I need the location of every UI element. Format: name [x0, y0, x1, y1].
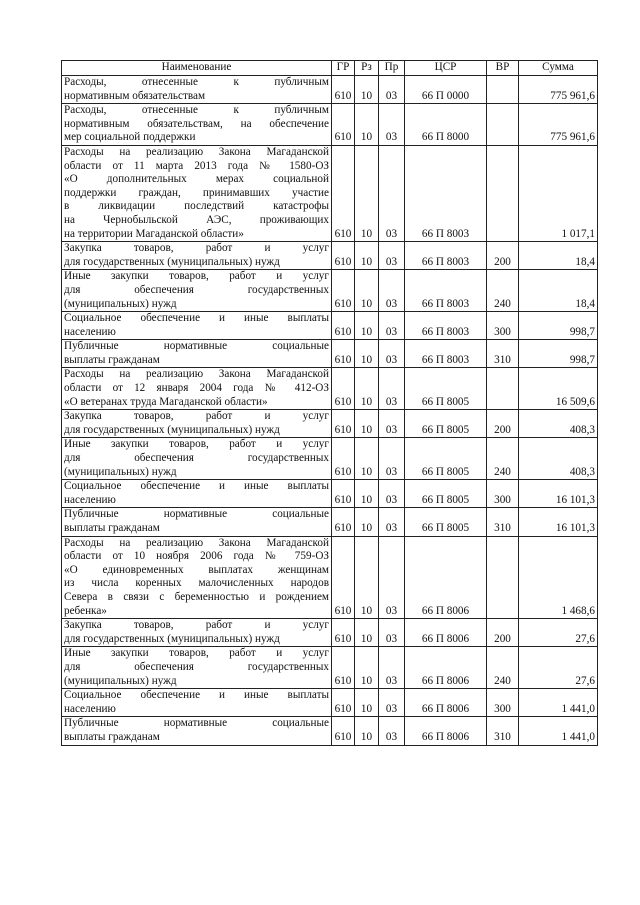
name-line: населению	[64, 493, 116, 506]
cell-rz: 10	[355, 536, 379, 619]
header-gr: ГР	[332, 61, 355, 76]
cell-rz: 10	[355, 145, 379, 241]
cell-pr: 03	[379, 76, 405, 104]
name-line: выплаты гражданам	[64, 522, 160, 534]
name-line: на территории Магаданской области»	[64, 227, 244, 240]
name-line: Севера в связи с беременностью и рождением	[64, 590, 329, 603]
cell-name	[62, 438, 332, 480]
cell-rz: 10	[355, 410, 379, 438]
cell-name	[62, 340, 332, 368]
table-row	[62, 312, 598, 340]
budget-table	[61, 60, 598, 746]
name-line: Публичные нормативные социальные	[64, 340, 329, 353]
cell-gr: 610	[332, 647, 355, 689]
name-line: Расходы на реализацию Закона Магаданской	[64, 536, 329, 549]
cell-pr: 03	[379, 438, 405, 480]
name-line: выплаты гражданам	[64, 730, 160, 743]
cell-sum: 1 468,6	[519, 536, 598, 619]
name-line: (муниципальных) нужд	[64, 297, 177, 310]
name-line: ребенка»	[64, 604, 107, 617]
cell-csr: 66 П 8006	[405, 689, 487, 717]
name-line: населению	[64, 702, 116, 715]
cell-vr: 310	[487, 340, 519, 368]
cell-csr: 66 П 0000	[405, 76, 487, 104]
cell-csr: 66 П 8003	[405, 145, 487, 241]
table-row	[62, 536, 598, 619]
cell-rz: 10	[355, 619, 379, 647]
name-line: нормативным обязательствам	[64, 89, 206, 102]
header-rz: Рз	[355, 61, 379, 76]
cell-name	[62, 508, 332, 536]
cell-csr: 66 П 8003	[405, 312, 487, 340]
cell-vr: 300	[487, 689, 519, 717]
cell-pr: 03	[379, 410, 405, 438]
cell-gr: 610	[332, 104, 355, 146]
name-line: Закупка товаров, работ и услуг	[64, 410, 329, 423]
table-row	[62, 647, 598, 689]
cell-name	[62, 145, 332, 241]
cell-csr: 66 П 8005	[405, 410, 487, 438]
cell-gr: 610	[332, 508, 355, 536]
cell-name	[62, 647, 332, 689]
table-row	[62, 717, 598, 745]
name-line: Социальное обеспечение и иные выплаты	[64, 480, 329, 493]
table-row	[62, 270, 598, 312]
cell-gr: 610	[332, 689, 355, 717]
name-line: Иные закупки товаров, работ и услуг	[64, 438, 329, 451]
cell-pr: 03	[379, 536, 405, 619]
cell-pr: 03	[379, 340, 405, 368]
name-line: для государственных (муниципальных) нужд	[64, 255, 280, 268]
table-row	[62, 76, 598, 104]
cell-rz: 10	[355, 340, 379, 368]
cell-rz: 10	[355, 270, 379, 312]
name-line: населению	[64, 325, 116, 338]
cell-name	[62, 368, 332, 410]
name-line: «О дополнительных мерах социальной	[64, 173, 329, 186]
name-line: Закупка товаров, работ и услуг	[64, 619, 329, 632]
cell-csr: 66 П 8005	[405, 438, 487, 480]
name-line: (муниципальных) нужд	[64, 465, 177, 478]
cell-pr: 03	[379, 104, 405, 146]
cell-vr: 200	[487, 619, 519, 647]
cell-csr: 66 П 8000	[405, 104, 487, 146]
cell-name	[62, 76, 332, 104]
cell-rz: 10	[355, 104, 379, 146]
cell-name	[62, 242, 332, 270]
cell-gr: 610	[332, 536, 355, 619]
cell-sum: 775 961,6	[519, 76, 598, 104]
cell-sum: 16 101,3	[519, 480, 598, 508]
cell-vr: 200	[487, 410, 519, 438]
name-line: Расходы на реализацию Закона Магаданской	[64, 368, 329, 381]
cell-csr: 66 П 8005	[405, 508, 487, 536]
cell-sum: 27,6	[519, 619, 598, 647]
cell-gr: 610	[332, 340, 355, 368]
cell-gr: 610	[332, 717, 355, 745]
name-line: на Чернобыльской АЭС, проживающих	[64, 213, 329, 226]
name-line: нормативным обязательствам, на обеспечение	[64, 117, 329, 130]
name-line: для государственных (муниципальных) нужд	[64, 423, 280, 436]
cell-vr	[487, 368, 519, 410]
cell-pr: 03	[379, 717, 405, 745]
cell-sum: 18,4	[519, 242, 598, 270]
cell-vr: 300	[487, 312, 519, 340]
cell-pr: 03	[379, 270, 405, 312]
cell-rz: 10	[355, 438, 379, 480]
cell-pr: 03	[379, 312, 405, 340]
cell-rz: 10	[355, 368, 379, 410]
cell-sum: 16 101,3	[519, 508, 598, 536]
table-row	[62, 145, 598, 241]
name-line: выплаты гражданам	[64, 353, 160, 366]
cell-vr	[487, 76, 519, 104]
cell-vr: 310	[487, 508, 519, 536]
cell-vr: 240	[487, 647, 519, 689]
name-line: для обеспечения государственных	[64, 452, 329, 465]
name-line: области от 10 ноября 2006 года № 759-ОЗ	[64, 550, 329, 563]
name-line: Публичные нормативные социальные	[64, 508, 329, 521]
cell-csr: 66 П 8006	[405, 619, 487, 647]
cell-name	[62, 717, 332, 745]
table-row	[62, 480, 598, 508]
cell-sum: 998,7	[519, 340, 598, 368]
cell-csr: 66 П 8006	[405, 647, 487, 689]
table-row	[62, 368, 598, 410]
name-line: Социальное обеспечение и иные выплаты	[64, 689, 329, 702]
table-row	[62, 242, 598, 270]
cell-vr	[487, 104, 519, 146]
name-line: для обеспечения государственных	[64, 660, 329, 673]
cell-sum: 18,4	[519, 270, 598, 312]
cell-sum: 27,6	[519, 647, 598, 689]
cell-gr: 610	[332, 242, 355, 270]
cell-gr: 610	[332, 312, 355, 340]
cell-pr: 03	[379, 619, 405, 647]
cell-pr: 03	[379, 480, 405, 508]
name-line: «О ветеранах труда Магаданской области»	[64, 395, 268, 408]
cell-csr: 66 П 8003	[405, 270, 487, 312]
name-line: области от 11 марта 2013 года № 1580-ОЗ	[64, 159, 329, 172]
cell-name	[62, 312, 332, 340]
cell-name	[62, 480, 332, 508]
cell-vr: 240	[487, 270, 519, 312]
name-line: для государственных (муниципальных) нужд	[64, 632, 280, 645]
header-vr: ВР	[487, 61, 519, 76]
cell-csr: 66 П 8006	[405, 717, 487, 745]
cell-name	[62, 104, 332, 146]
name-line: Публичные нормативные социальные	[64, 717, 329, 730]
cell-rz: 10	[355, 76, 379, 104]
table-row	[62, 508, 598, 536]
table-row	[62, 104, 598, 146]
name-line: из числа коренных малочисленных народов	[64, 577, 329, 590]
name-line: области от 12 января 2004 года № 412-ОЗ	[64, 382, 329, 395]
cell-pr: 03	[379, 647, 405, 689]
cell-csr: 66 П 8005	[405, 480, 487, 508]
cell-gr: 610	[332, 368, 355, 410]
cell-pr: 03	[379, 368, 405, 410]
cell-csr: 66 П 8005	[405, 368, 487, 410]
name-line: (муниципальных) нужд	[64, 674, 177, 687]
cell-vr	[487, 145, 519, 241]
cell-sum: 16 509,6	[519, 368, 598, 410]
name-line: Расходы, отнесенные к публичным	[64, 76, 329, 88]
cell-sum: 775 961,6	[519, 104, 598, 146]
name-line: поддержки граждан, принимавших участие	[64, 186, 329, 199]
cell-rz: 10	[355, 242, 379, 270]
cell-sum: 1 441,0	[519, 717, 598, 745]
name-line: Расходы на реализацию Закона Магаданской	[64, 145, 329, 158]
cell-csr: 66 П 8003	[405, 242, 487, 270]
cell-gr: 610	[332, 270, 355, 312]
cell-sum: 408,3	[519, 438, 598, 480]
cell-rz: 10	[355, 480, 379, 508]
cell-vr: 300	[487, 480, 519, 508]
cell-name	[62, 536, 332, 619]
cell-rz: 10	[355, 647, 379, 689]
table-row	[62, 410, 598, 438]
cell-pr: 03	[379, 242, 405, 270]
name-line: мер социальной поддержки	[64, 131, 196, 144]
cell-gr: 610	[332, 145, 355, 241]
cell-vr: 310	[487, 717, 519, 745]
cell-name	[62, 619, 332, 647]
cell-gr: 610	[332, 619, 355, 647]
table-row	[62, 340, 598, 368]
header-csr: ЦСР	[405, 61, 487, 76]
cell-sum: 1 441,0	[519, 689, 598, 717]
table-row	[62, 438, 598, 480]
cell-gr: 610	[332, 410, 355, 438]
cell-gr: 610	[332, 76, 355, 104]
table-body	[62, 76, 598, 746]
name-line: Иные закупки товаров, работ и услуг	[64, 270, 329, 283]
cell-sum: 998,7	[519, 312, 598, 340]
header-sum: Сумма	[519, 61, 598, 76]
header-pr: Пр	[379, 61, 405, 76]
cell-vr	[487, 536, 519, 619]
cell-pr: 03	[379, 689, 405, 717]
header-name: Наименование	[62, 61, 332, 76]
cell-name	[62, 410, 332, 438]
cell-rz: 10	[355, 689, 379, 717]
name-line: в ликвидации последствий катастрофы	[64, 200, 329, 213]
cell-rz: 10	[355, 508, 379, 536]
cell-rz: 10	[355, 312, 379, 340]
cell-name	[62, 689, 332, 717]
name-line: Расходы, отнесенные к публичным	[64, 104, 329, 117]
cell-csr: 66 П 8006	[405, 536, 487, 619]
cell-vr: 200	[487, 242, 519, 270]
name-line: Социальное обеспечение и иные выплаты	[64, 312, 329, 325]
cell-csr: 66 П 8003	[405, 340, 487, 368]
table-row	[62, 619, 598, 647]
cell-vr: 240	[487, 438, 519, 480]
name-line: Закупка товаров, работ и услуг	[64, 242, 329, 255]
cell-gr: 610	[332, 438, 355, 480]
name-line: «О единовременных выплатах женщинам	[64, 563, 329, 576]
cell-rz: 10	[355, 717, 379, 745]
table-row	[62, 689, 598, 717]
cell-sum: 408,3	[519, 410, 598, 438]
cell-sum: 1 017,1	[519, 145, 598, 241]
name-line: для обеспечения государственных	[64, 283, 329, 296]
cell-name	[62, 270, 332, 312]
cell-pr: 03	[379, 508, 405, 536]
table-header-row	[62, 61, 598, 76]
name-line: Иные закупки товаров, работ и услуг	[64, 647, 329, 660]
cell-gr: 610	[332, 480, 355, 508]
cell-pr: 03	[379, 145, 405, 241]
